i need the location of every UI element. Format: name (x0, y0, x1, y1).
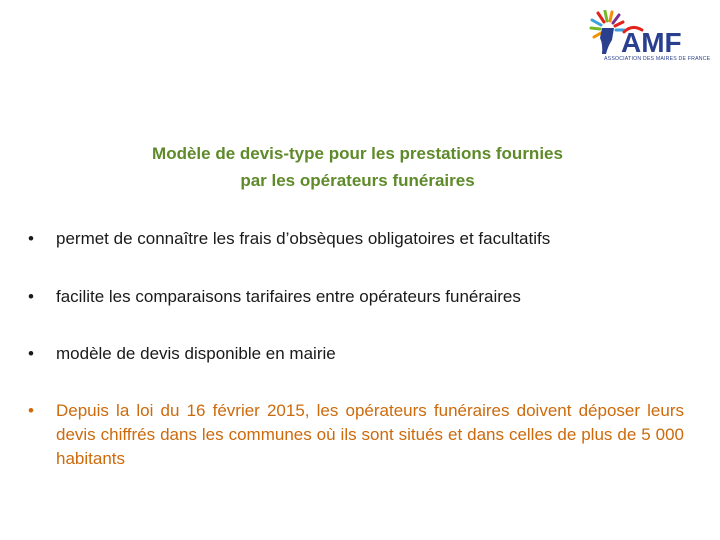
title-line-2: par les opérateurs funéraires (240, 171, 475, 190)
bullet-text: modèle de devis disponible en mairie (56, 344, 336, 363)
bullet-text: permet de connaître les frais d’obsèques obligatoires et facultatifs (56, 229, 551, 248)
amf-logo (588, 10, 712, 76)
title-line-1: Modèle de devis-type pour les prestations fournies (152, 144, 563, 163)
amf-logo-icon (588, 10, 712, 60)
logo-wordmark: AMF (621, 27, 682, 58)
bullet-marker: • (28, 287, 34, 306)
bullet-item-3 (28, 342, 684, 366)
bullet-item-4 (28, 399, 684, 471)
bullet-marker: • (28, 344, 34, 363)
bullet-item-1 (28, 227, 684, 251)
bullet-marker: • (28, 229, 34, 248)
slide-title (60, 140, 655, 194)
bullet-marker: • (28, 401, 34, 420)
logo-tagline: ASSOCIATION DES MAIRES DE FRANCE (604, 56, 711, 62)
bullet-item-2 (28, 285, 684, 309)
bullet-text: facilite les comparaisons tarifaires entre opérateurs funéraires (56, 287, 521, 306)
bullet-text: Depuis la loi du 16 février 2015, les opérateurs funéraires doivent déposer leurs devis chiffrés dans les communes où ils sont situés et dans celles de plus de 5 000 habitants (56, 401, 684, 468)
